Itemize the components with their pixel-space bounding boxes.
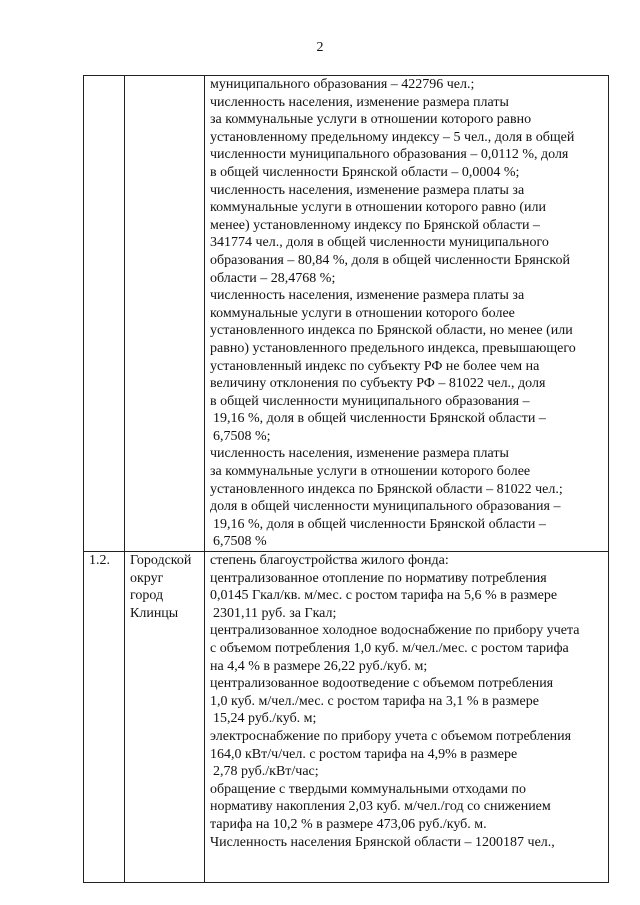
text-line: численность населения, изменение размера платы за	[210, 182, 525, 198]
text-line: Численность населения Брянской области – 1200187 чел.,	[210, 834, 555, 850]
text-line: образования – 80,84 %, доля в общей численности Брянской	[210, 252, 570, 268]
text-line: электроснабжение по прибору учета с объемом потребления	[210, 728, 572, 744]
text-line: 341774 чел., доля в общей численности муниципального	[210, 235, 549, 251]
text-line: численность населения, изменение размера платы	[210, 446, 509, 462]
description-cell	[205, 76, 609, 552]
name-line: город	[130, 588, 164, 604]
name-line: Клинцы	[130, 605, 179, 621]
text-line: в общей численности муниципального образования –	[210, 393, 530, 409]
table-row	[84, 76, 609, 552]
text-line: 15,24 руб./куб. м;	[213, 711, 317, 727]
text-line: установленного индекса по Брянской области, но менее (или	[210, 323, 573, 339]
row-number-cell: 1.2.	[84, 552, 125, 883]
text-line: за коммунальные услуги в отношении которого равно	[210, 112, 532, 128]
text-line: централизованное водоотведение с объемом потребления	[210, 676, 554, 692]
text-line: обращение с твердыми коммунальными отходами по	[210, 781, 526, 797]
name-line: округ	[130, 570, 164, 586]
text-line: с объемом потребления 1,0 куб. м/чел./мес. с ростом тарифа	[210, 641, 569, 656]
text-line: 2301,11 руб. за Гкал;	[213, 605, 337, 621]
text-line: за коммунальные услуги в отношении которого более	[210, 464, 531, 480]
text-line: численности муниципального образования – 0,0112 %, доля	[210, 147, 569, 163]
text-line: установленного индекса по Брянской области – 81022 чел.;	[210, 481, 563, 497]
text-line: централизованное холодное водоснабжение по прибору учета	[210, 623, 580, 639]
text-line: установленный индекс по субъекту РФ не более чем на	[210, 358, 540, 374]
table-row	[84, 552, 609, 883]
text-line: численность населения, изменение размера платы	[210, 94, 509, 110]
text-line: коммунальные услуги в отношении которого более	[210, 305, 515, 321]
description-cell	[205, 552, 609, 883]
text-line: величину отклонения по субъекту РФ – 81022 чел., доля	[210, 376, 546, 392]
text-line: доля в общей численности муниципального образования –	[210, 499, 561, 515]
page-number: 2	[316, 40, 324, 55]
text-line: 164,0 кВт/ч/чел. с ростом тарифа на 4,9% в размере	[210, 746, 518, 762]
document-table	[83, 75, 609, 883]
text-line: нормативу накопления 2,03 куб. м/чел./год со снижением	[210, 799, 551, 815]
municipality-name-cell	[125, 552, 205, 883]
row-number-cell	[84, 76, 125, 552]
text-line: установленному предельному индексу – 5 чел., доля в общей	[210, 129, 575, 145]
text-line: менее) установленному индексу по Брянской области –	[210, 217, 540, 233]
text-line: 6,7508 %	[213, 534, 267, 550]
text-line: тарифа на 10,2 % в размере 473,06 руб./куб. м.	[210, 816, 487, 832]
text-line: численность населения, изменение размера платы за	[210, 288, 525, 304]
text-line: муниципального образования – 422796 чел.;	[210, 77, 475, 92]
text-line: 6,7508 %;	[213, 428, 271, 444]
text-line: на 4,4 % в размере 26,22 руб./куб. м;	[210, 658, 428, 674]
text-line: 0,0145 Гкал/кв. м/мес. с ростом тарифа на 5,6 % в размере	[210, 588, 558, 604]
municipality-name-cell	[125, 76, 205, 552]
text-line: 1,0 куб. м/чел./мес. с ростом тарифа на 3,1 % в размере	[210, 693, 539, 709]
text-line: степень благоустройства жилого фонда:	[210, 553, 449, 569]
text-line: централизованное отопление по нормативу потребления	[210, 570, 547, 586]
text-line: 2,78 руб./кВт/час;	[213, 764, 319, 780]
text-line: 19,16 %, доля в общей численности Брянской области –	[213, 411, 546, 427]
text-line: коммунальные услуги в отношении которого равно (или	[210, 200, 546, 216]
name-line: Городской	[130, 553, 192, 569]
text-line: 19,16 %, доля в общей численности Брянской области –	[213, 516, 546, 532]
text-line: в общей численности Брянской области – 0,0004 %;	[210, 164, 520, 180]
text-line: равно) установленного предельного индекса, превышающего	[210, 340, 576, 356]
text-line: области – 28,4768 %;	[210, 270, 336, 286]
